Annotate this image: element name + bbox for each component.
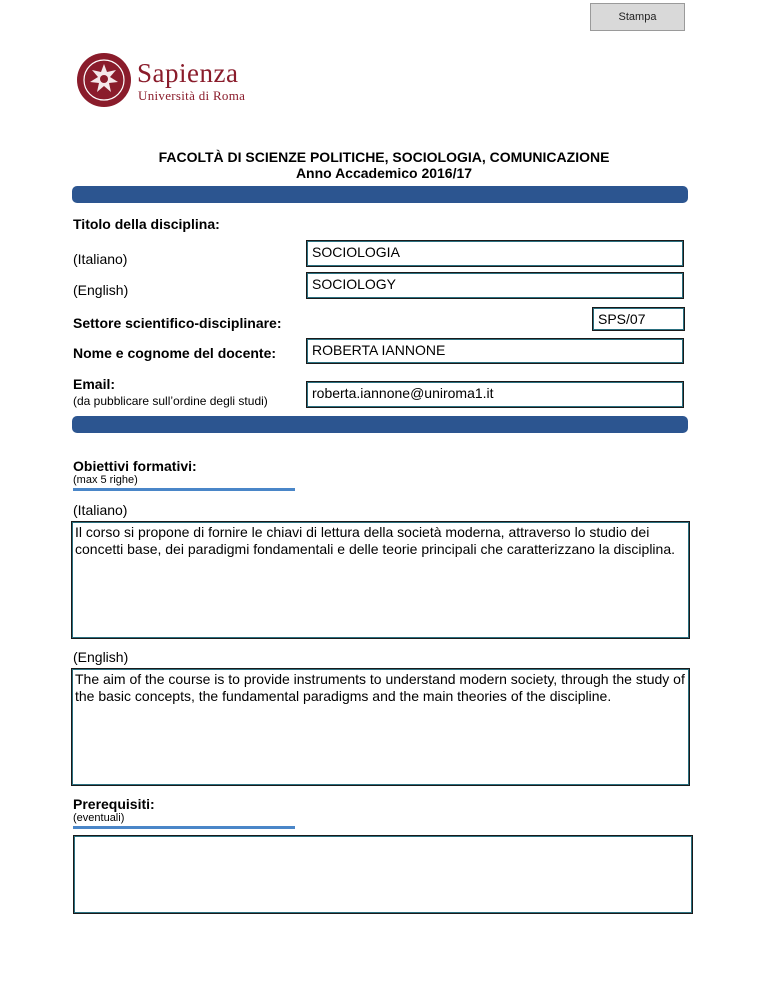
italiano-label: (Italiano) bbox=[73, 251, 128, 267]
prerequisiti-heading: Prerequisiti: bbox=[73, 796, 155, 812]
ssd-input[interactable]: SPS/07 bbox=[592, 307, 685, 331]
obiettivi-underline bbox=[73, 488, 295, 491]
english-label: (English) bbox=[73, 282, 129, 298]
logo-title: Sapienza bbox=[137, 58, 239, 88]
ssd-label: Settore scientifico-disciplinare: bbox=[73, 315, 282, 331]
obiettivi-heading: Obiettivi formativi: bbox=[73, 458, 197, 474]
print-button[interactable]: Stampa bbox=[590, 3, 685, 31]
email-label: Email: bbox=[73, 376, 116, 392]
docente-label: Nome e cognome del docente: bbox=[73, 345, 277, 361]
academic-year: Anno Accademico 2016/17 bbox=[295, 165, 473, 181]
sapienza-logo bbox=[76, 52, 266, 112]
title-english-input[interactable]: SOCIOLOGY bbox=[306, 272, 684, 299]
obiettivi-english-label: (English) bbox=[73, 649, 129, 665]
email-input[interactable]: roberta.iannone@uniroma1.it bbox=[306, 381, 684, 408]
faculty-name: FACOLTÀ DI SCIENZE POLITICHE, SOCIOLOGIA, COMUNICAZIONE bbox=[158, 149, 610, 165]
prerequisiti-note: (eventuali) bbox=[73, 812, 125, 824]
faculty-header bbox=[0, 149, 768, 181]
prerequisiti-underline bbox=[73, 826, 295, 829]
section-bar bbox=[72, 416, 688, 433]
title-heading: Titolo della disciplina: bbox=[73, 216, 220, 232]
obiettivi-italiano-label: (Italiano) bbox=[73, 502, 128, 518]
obiettivi-english-textarea[interactable]: The aim of the course is to provide instruments to understand modern society, through the study of the basic concepts, the fundamental paradigms and the main theories of the discipline. bbox=[71, 668, 690, 786]
docente-input[interactable]: ROBERTA IANNONE bbox=[306, 338, 684, 364]
obiettivi-italiano-textarea[interactable]: Il corso si propone di fornire le chiavi di lettura della società moderna, attraverso lo studio dei concetti base, dei paradigmi fondamentali e delle teorie principali che caratterizzano la disciplina. bbox=[71, 521, 690, 639]
prerequisiti-textarea[interactable] bbox=[73, 835, 693, 914]
title-italiano-input[interactable]: SOCIOLOGIA bbox=[306, 240, 684, 267]
sapienza-seal-icon bbox=[76, 52, 132, 108]
section-bar bbox=[72, 186, 688, 203]
logo-subtitle: Università di Roma bbox=[138, 88, 246, 103]
obiettivi-note: (max 5 righe) bbox=[73, 474, 138, 486]
email-note: (da pubblicare sull’ordine degli studi) bbox=[73, 394, 268, 408]
